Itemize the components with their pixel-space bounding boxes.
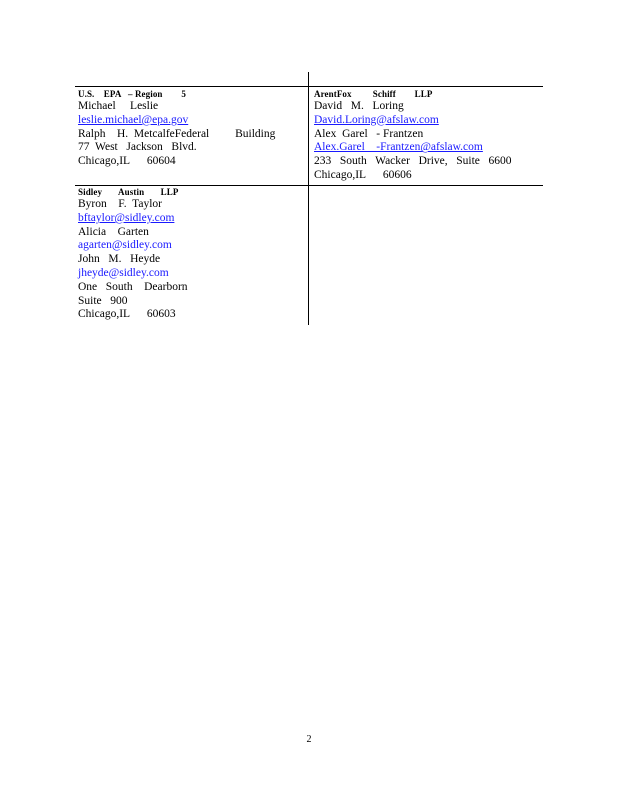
address-line: One South Dearborn — [78, 280, 188, 293]
address-city: Chicago,IL 60603 — [78, 308, 176, 321]
cell-sidley — [78, 187, 194, 322]
address-city: Chicago,IL 60604 — [78, 155, 176, 168]
contact-name: Alicia Garten — [78, 225, 149, 238]
address-line: 233 South Wacker Drive, Suite 6600 — [314, 155, 512, 168]
address-line: 77 West Jackson Blvd. — [78, 141, 197, 154]
firm-name: ArentFox Schiff LLP — [314, 89, 433, 99]
email-link[interactable]: David.Loring@afslaw.com — [314, 113, 439, 126]
email-link[interactable]: leslie.michael@epa.gov — [78, 113, 189, 126]
address-city: Chicago,IL 60606 — [314, 168, 412, 181]
contact-name: David M. Loring — [314, 100, 404, 112]
contact-name: John M. Heyde — [78, 253, 161, 266]
email-link[interactable]: agarten@sidley.com — [78, 239, 172, 252]
email-link[interactable]: bftaylor@sidley.com — [78, 211, 175, 224]
firm-name: Sidley Austin LLP — [78, 187, 179, 197]
table-rule-middle — [75, 185, 543, 186]
contact-name: Byron F. Taylor — [78, 198, 162, 210]
email-link[interactable]: jheyde@sidley.com — [78, 266, 169, 279]
page-number: 2 — [306, 734, 312, 745]
table-divider-vertical — [308, 72, 309, 325]
email-link[interactable]: Alex.Garel -Frantzen@afslaw.com — [314, 141, 483, 154]
table-rule-top — [75, 86, 543, 87]
contact-name: Michael Leslie — [78, 100, 159, 112]
address-line: Ralph H. MetcalfeFederal Building — [78, 127, 276, 140]
cell-arentfox — [314, 89, 512, 183]
contact-name: Alex Garel - Frantzen — [314, 127, 424, 140]
firm-name: U.S. EPA – Region 5 — [78, 89, 186, 99]
address-line: Suite 900 — [78, 294, 128, 307]
cell-epa — [78, 89, 275, 169]
